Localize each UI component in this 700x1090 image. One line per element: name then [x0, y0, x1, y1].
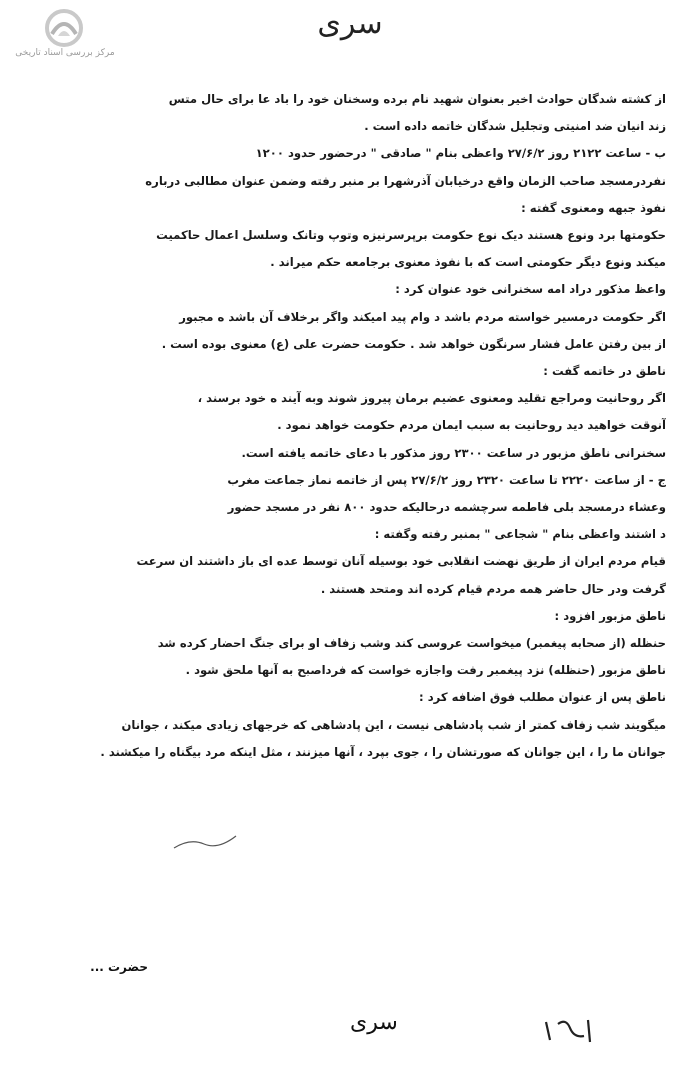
body-line: ب - ساعت ۲۱۲۲ روز ۲۷/۶/۲ واعظی بنام " صادقی " درحضور حدود ۱۲۰۰	[255, 146, 666, 161]
body-line: وعشاء درمسجد بلی فاطمه سرچشمه درحالیکه حدود ۸۰۰ نفر در مسجد حضور	[227, 500, 666, 515]
body-line: از کشته شدگان حوادث اخیر بعنوان شهید نام برده وسخنان خود را باد عا برای حال متس	[168, 92, 666, 106]
handwritten-mark-icon	[540, 1014, 600, 1048]
footer-signature	[0, 1010, 700, 1050]
body-line: از بین رفتن عامل فشار سرنگون خواهد شد . حکومت حضرت علی (ع) معنوی بوده است .	[161, 336, 666, 351]
body-line: واعظ مذکور دراد امه سخنرانی خود عنوان کرد :	[395, 282, 666, 297]
body-line: ناطق مزبور (حنظله) نزد پیغمبر رفت واجازه خواست که فرداصبح به آنها ملحق شود .	[185, 663, 666, 678]
body-line: د اشتند واعظی بنام " شجاعی " بمنبر رفته وگفته :	[374, 527, 666, 542]
body-line: نفوذ جبهه ومعنوی گفته :	[521, 200, 666, 215]
signoff: حضرت ...	[90, 960, 148, 974]
pen-mark-icon	[170, 830, 240, 854]
classification-footer: سری	[350, 1010, 398, 1035]
body-line: آنوقت خواهید دید روحانیت به سبب ایمان مردم حکومت خواهد نمود .	[277, 418, 666, 433]
body-line: ناطق مزبور افزود :	[554, 608, 666, 623]
body-line: جوانان ما را ، این جوانان که صورتشان را ، جوی بپرد ، آنها میزنند ، مثل اینکه مرد بیگناه را میکشند .	[100, 744, 666, 759]
body-line: قیام مردم ایران از طریق نهضت انقلابی خود بوسیله آنان توسط عده ای باز داشتند ان سرعت	[136, 554, 666, 569]
archive-logo-text: مرکز بررسی اسناد تاریخی	[15, 48, 115, 58]
document-body	[34, 86, 666, 766]
body-line: میکند ونوع دیگر حکومتی است که با نفوذ معنوی برجامعه حکم میراند .	[270, 255, 666, 270]
body-line: نفردرمسجد صاحب الزمان واقع درخیابان آذرشهرا بر منبر رفته وضمن عنوان مطالبی درباره	[145, 173, 666, 188]
body-line: اگر روحانیت ومراجع تقلید ومعنوی عضیم برمان پیروز شوند وبه آیند ه خود برسند ،	[197, 391, 666, 406]
body-line: حکومتها برد ونوع هستند دیک نوع حکومت برپرسرنیزه وتوپ وتانک وسلسل اعمال حاکمیت	[156, 228, 666, 243]
body-line: گرفت ودر حال حاضر همه مردم قیام کرده اند ومتحد هستند .	[320, 581, 666, 596]
body-line: ج - از ساعت ۲۲۲۰ تا ساعت ۲۳۲۰ روز ۲۷/۶/۲ پس از خاتمه نماز جماعت مغرب	[227, 472, 666, 487]
classification-header: سری	[317, 6, 383, 41]
body-line: سخنرانی ناطق مزبور در ساعت ۲۳۰۰ روز مذکور با دعای خاتمه یافته است.	[241, 445, 666, 460]
body-line: اگر حکومت درمسیر خواسته مردم باشد د وام پید امیکند واگر برخلاف آن باشد ه مجبور	[179, 309, 666, 324]
body-line: ناطق پس از عنوان مطلب فوق اضافه کرد :	[419, 690, 666, 705]
body-line: حنظله (از صحابه پیغمبر) میخواست عروسی کند وشب زفاف او برای جنگ احضار کرده شد	[157, 636, 666, 651]
body-line: میگویند شب زفاف کمتر از شب پادشاهی نیست ، این پادشاهی که خرجهای زیادی میکند ، جوانان	[121, 717, 666, 732]
body-line: ناطق در خاتمه گفت :	[543, 364, 666, 379]
body-line: زند انیان ضد امنیتی وتجلیل شدگان خاتمه داده است .	[364, 119, 666, 134]
